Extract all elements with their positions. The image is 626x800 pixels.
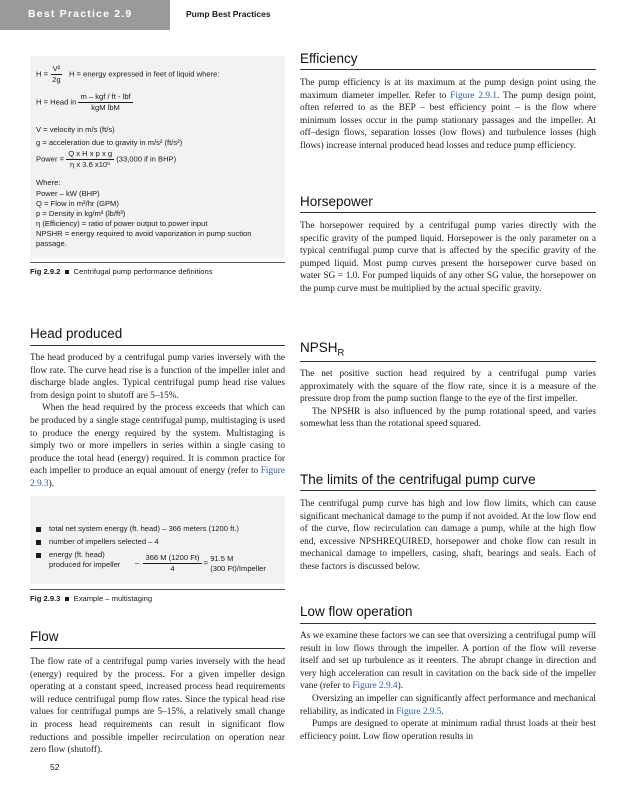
link-figure-2-9-5[interactable]: Figure 2.9.5	[396, 706, 442, 717]
heading-low-flow: Low flow operation	[300, 604, 413, 619]
heading-pump-curve-limits: The limits of the centrifugal pump curve	[300, 472, 536, 487]
heading-rule	[300, 212, 596, 213]
horsepower-text: The horsepower required by a centrifugal pump varies directly with the specific gravity of the pumped liquid. Horsepower is the only parameter on a typical centrifugal pump curve that is affected by the specific gravity of the pumped liquid. Most pump curves present the horsepower curve based on water SG = 1.0. For pumped liquids of any other SG value, the horsepower on the pump curve must be multiplied by the actual specific gravity.	[300, 221, 596, 294]
equation-energy: H = $\frac{\text{V²}}{2g}$ H = energy expressed in feet of liquid where:	[36, 64, 220, 84]
flow-text: The flow rate of a centrifugal pump varies inversely with the head (energy) required by the process. For a given impeller design operating at a constant speed, increased process head requirements will reduce centrifugal pump flow rates. Since the typical head rise values for centrifugal pumps are 5–15%, a relatively small change in process head requirements can result in significant flow reductions and possible impeller recirculation on operation near zero flow (shutoff).	[30, 657, 285, 756]
heading-head-produced: Head produced	[30, 326, 123, 341]
heading-rule	[300, 361, 596, 362]
link-figure-2-9-4[interactable]: Figure 2.9.4	[352, 681, 398, 692]
equation-head: H = Head in $\frac{\text{m – kgf / ft - lbf}}{\text{kgM lbM}}$	[36, 92, 131, 112]
heading-rule	[300, 490, 596, 491]
head-produced-text: The head produced by a centrifugal pump varies inversely with the flow rate. The curve head rise is a function of the impeller inlet and discharge blade angles. Typical centrifugal pump head rise values from design point to shutoff are 5–15%. When the head required by the process exceeds that which can be produced by a single stage centrifugal pump, multistaging is used to produce the energy required by the system. Multistaging is simply two or more impellers in series within a single casing to produce the total head (energy) required. It is common practice for each impeller to produce an equal amount of energy (refer to Figure 2.9.3).	[30, 353, 285, 489]
figure-2-9-2-rule	[30, 262, 285, 263]
heading-npsh: $NPSH_R$	[300, 340, 345, 359]
page-number: 52	[50, 762, 60, 772]
example-bullet-2: number of impellers selected – 4	[36, 537, 281, 547]
where-label: Where:	[36, 178, 61, 187]
heading-efficiency: Efficiency	[300, 51, 358, 66]
figure-2-9-3-caption: Fig 2.9.3 Example – multistaging	[30, 594, 153, 603]
heading-rule	[30, 648, 285, 649]
efficiency-text: The pump efficiency is at its maximum at the pump design point using the maximum diameter impeller. Refer to Figure 2.9.1. The pump design point, often referred to as the BEP – best efficiency point – is the flow where minimum losses occur in the pump stationary passages and the impeller. At off–design flows, separation losses (low flows) and turbulence losses (high flows) increase internal produced head losses and reduce pump efficiency.	[300, 78, 597, 151]
example-bullet-1: total net system energy (ft. head) – 366 meters (1200 ft.)	[36, 524, 281, 534]
section-label: Best Practice 2.9	[28, 8, 133, 20]
npsh-text: The net positive suction head required by a centrifugal pump varies approximately with the square of the flow rate, since it is a measure of the pressure drop from the pump suction flange to the eye of the first impeller. The NPSHR is also influenced by the pump rotational speed, and varies somewhat less than the rotational speed squared.	[300, 369, 596, 430]
running-title: Pump Best Practices	[186, 9, 271, 19]
where-list: Power – kW (BHP) Q = Flow in m³/hr (GPM) p = Density in kg/m³ (lb/ft³) η (Efficiency) = ratio of power output to power input NPSHR = energy required to avoid vaporization in pump suction passage.	[36, 189, 252, 248]
def-gravity: g = acceleration due to gravity in m/s² (ft/s²)	[36, 138, 183, 147]
heading-flow: Flow	[30, 629, 59, 644]
link-figure-2-9-3[interactable]: Figure 2.9.3	[30, 466, 285, 489]
example-bullet-3: energy (ft. head) produced for impeller	[36, 550, 136, 570]
heading-horsepower: Horsepower	[300, 194, 373, 209]
section-tab	[0, 0, 170, 30]
heading-rule	[300, 69, 596, 70]
low-flow-text: As we examine these factors we can see that oversizing a centrifugal pump will result in low flows through the impeller. A portion of the flow will reverse itself and set up turbulence as it reenters. The abrupt change in direction and very high acceleration can result in cavitation on the back side of the impeller vane (refer to Figure 2.9.4). Oversizing an impeller can significantly affect performance and mechanical reliability, as indicated in Figure 2.9.5. Pumps are designed to operate at minimum radial thrust loads at their best efficiency point. Low flow operation results in	[300, 631, 596, 742]
equation-power: Power = $\frac{\text{Q x H x p x g}}{\text{η x 3.6 x10⁶}}$ (33,000 if in BHP)	[36, 149, 177, 169]
figure-2-9-2-caption: Fig 2.9.2 Centrifugal pump performance definitions	[30, 267, 213, 276]
pump-curve-limits-text: The centrifugal pump curve has high and low flow limits, which can cause significant mechanical damage to the pump if not avoided. At the low flow end of the curve, flow recirculation can damage a pump, while at the high flow end, excessive NPSHREQUIRED, horsepower and choke flow can result in mechanical damage to impellers, casing, shaft, bearings and seals. Each of these factors is discussed below.	[300, 499, 596, 572]
def-velocity: V = velocity in m/s (ft/s)	[36, 125, 115, 134]
heading-rule	[300, 623, 596, 624]
link-figure-2-9-1[interactable]: Figure 2.9.1	[450, 90, 498, 101]
page-header	[0, 0, 626, 30]
heading-rule	[30, 345, 285, 346]
example-equation: – $\frac{366 M (1200 Ft)}{4}$ = 91.5 M (300 Ft)/Impeller	[135, 553, 266, 573]
figure-2-9-3-rule	[30, 589, 285, 590]
